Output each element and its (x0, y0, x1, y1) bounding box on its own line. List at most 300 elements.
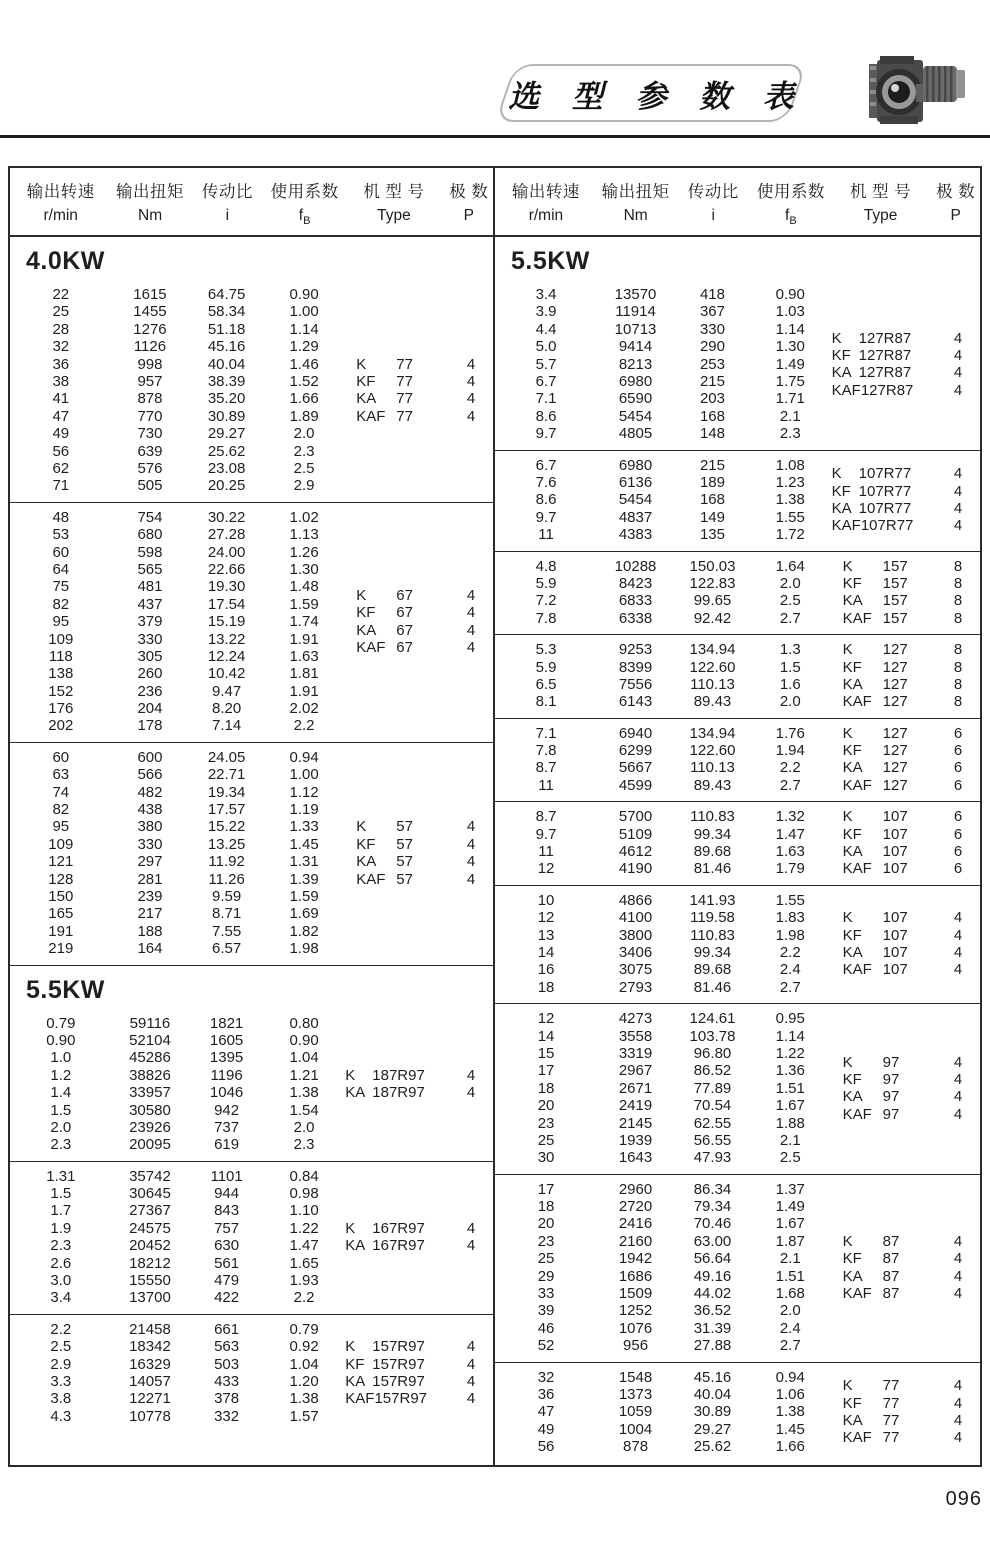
pole-count: 4 (466, 1219, 476, 1237)
value-cell: 0.90 (775, 286, 805, 304)
pole-count: 8 (953, 693, 963, 711)
table-row (495, 759, 830, 776)
value-cell: 89.43 (693, 776, 732, 794)
value-cell: 2.4 (779, 1319, 801, 1337)
table-row (10, 1136, 343, 1153)
value-cell: 134.94 (689, 641, 736, 659)
value-cell: 36.52 (693, 1302, 732, 1320)
value-cell: 24.00 (207, 543, 246, 561)
table-row (10, 665, 343, 682)
value-cell: 479 (214, 1272, 240, 1290)
value-cell: 30.89 (693, 1403, 732, 1421)
pole-count: 4 (953, 1377, 963, 1395)
value-cell: 2.4 (779, 961, 801, 979)
value-cell: 60 (52, 543, 70, 561)
value-cell: 22.66 (207, 560, 246, 578)
pole-count: 8 (953, 574, 963, 592)
type-prefix: KA (842, 759, 863, 777)
value-cell: 119.58 (690, 909, 735, 927)
value-cell: 15550 (129, 1272, 171, 1290)
value-cell: 148 (699, 425, 725, 443)
type-entry (343, 604, 493, 621)
pole-count: 4 (953, 961, 963, 979)
value-cell: 7.55 (212, 922, 242, 940)
value-cell: 2.9 (293, 477, 315, 495)
value-cell: 15.19 (207, 613, 246, 631)
table-row (10, 373, 343, 390)
value-cell: 86.52 (693, 1062, 732, 1080)
pole-count: 4 (953, 909, 963, 927)
value-cell: 1509 (618, 1285, 653, 1303)
value-cell: 63 (52, 766, 70, 784)
value-cell: 29.27 (693, 1420, 732, 1438)
value-cell: 6980 (618, 373, 653, 391)
data-block (495, 1362, 980, 1463)
pole-count: 8 (953, 609, 963, 627)
table-row (495, 1062, 830, 1079)
value-cell: 1252 (618, 1302, 653, 1320)
value-cell: 51.18 (207, 320, 246, 338)
type-entry (830, 500, 980, 517)
value-cell: 1.14 (775, 1027, 805, 1045)
value-cell: 576 (137, 460, 163, 477)
value-cell: 1.0 (50, 1049, 72, 1067)
column-headers (495, 168, 980, 237)
table-row (495, 303, 830, 320)
type-entry (830, 759, 980, 776)
type-entry (343, 1220, 493, 1237)
value-cell: 1.5 (50, 1101, 72, 1119)
value-cell: 10778 (129, 1407, 171, 1425)
type-entry (830, 927, 980, 944)
type-model: 77 (882, 1394, 900, 1412)
header-unit: Nm (138, 207, 163, 224)
type-entry (343, 587, 493, 604)
type-model: 127 (882, 759, 908, 777)
value-cell: 0.95 (775, 1010, 805, 1028)
table-row (495, 1337, 830, 1354)
value-cell: 9.7 (535, 825, 557, 843)
value-cell: 1.98 (775, 926, 805, 944)
value-cell: 3406 (618, 943, 653, 961)
type-prefix: KAF (345, 1390, 375, 1408)
pole-count: 4 (466, 818, 476, 836)
type-entry (343, 818, 493, 835)
value-cell: 141.93 (689, 891, 736, 909)
value-cell: 202 (48, 717, 74, 735)
value-cell: 1.71 (775, 390, 805, 408)
type-prefix: K (842, 557, 853, 575)
value-cell: 31.39 (693, 1319, 732, 1337)
value-cell: 1.21 (289, 1066, 319, 1084)
value-cell: 99.65 (693, 592, 732, 610)
pole-count: 8 (953, 557, 963, 575)
data-rows (495, 1010, 830, 1167)
type-prefix: KAF (842, 961, 872, 979)
pole-count: 4 (466, 1355, 476, 1373)
value-cell: 56 (52, 442, 70, 460)
value-cell: 2.7 (779, 776, 801, 794)
value-cell: 1076 (618, 1319, 653, 1337)
value-cell: 4612 (618, 843, 653, 861)
value-cell: 1.55 (775, 508, 805, 526)
value-cell: 2.7 (779, 978, 801, 996)
pole-count: 8 (953, 641, 963, 659)
type-entry (830, 517, 980, 534)
value-cell: 1.63 (289, 647, 319, 665)
value-cell: 1.57 (289, 1407, 319, 1425)
value-cell: 1.51 (775, 1267, 805, 1285)
type-prefix: KF (345, 1355, 365, 1373)
type-model: 127 (882, 724, 908, 742)
table-row (495, 1421, 830, 1438)
data-block (10, 502, 493, 742)
value-cell: 18212 (129, 1254, 171, 1272)
header-label: 传动比 (687, 183, 739, 201)
table-row (10, 836, 343, 853)
value-cell: 12 (537, 909, 555, 927)
value-cell: 2419 (618, 1097, 653, 1115)
value-cell: 203 (699, 390, 725, 408)
value-cell: 29 (537, 1267, 555, 1285)
type-prefix: KA (842, 675, 863, 693)
value-cell: 56.64 (693, 1250, 732, 1268)
type-model: 87 (882, 1250, 900, 1268)
value-cell: 1.38 (289, 1390, 319, 1408)
pole-count: 8 (953, 658, 963, 676)
value-cell: 1.00 (289, 766, 319, 784)
power-heading: 5.5KW (10, 965, 493, 1009)
value-cell: 6136 (618, 474, 653, 491)
value-cell: 152 (48, 682, 74, 700)
value-cell: 598 (137, 543, 163, 561)
value-cell: 236 (137, 682, 163, 700)
table-row (495, 1115, 830, 1132)
pole-count: 4 (466, 639, 476, 657)
data-block (495, 450, 980, 551)
header-unit: i (225, 207, 230, 224)
value-cell: 1942 (618, 1250, 653, 1268)
pole-count: 6 (953, 808, 963, 826)
type-prefix: KA (345, 1084, 366, 1102)
table-row (10, 286, 343, 303)
type-model: 157R97 (372, 1355, 425, 1373)
value-cell: 1.13 (289, 526, 319, 544)
pole-count: 4 (953, 364, 963, 382)
value-cell: 330 (699, 320, 725, 338)
value-cell: 1.72 (775, 526, 805, 544)
value-cell: 1.30 (775, 338, 805, 356)
type-prefix: KAF (842, 1429, 872, 1447)
table-row (495, 1198, 830, 1215)
type-prefix: KA (842, 943, 863, 961)
type-model: 97 (882, 1071, 900, 1089)
value-cell: 3.0 (50, 1272, 72, 1290)
value-cell: 0.79 (289, 1320, 319, 1338)
type-entry (830, 483, 980, 500)
type-prefix: KAF (831, 381, 861, 399)
type-entry (343, 356, 493, 373)
pole-count: 4 (466, 870, 476, 888)
value-cell: 2.1 (779, 1250, 801, 1268)
type-entry (830, 944, 980, 961)
value-cell: 20.25 (207, 477, 246, 495)
pole-count: 4 (953, 1429, 963, 1447)
value-cell: 17 (537, 1062, 555, 1080)
data-rows (10, 749, 343, 958)
value-cell: 1.22 (775, 1044, 805, 1062)
value-cell: 1.48 (289, 578, 319, 596)
value-cell: 3.3 (50, 1372, 72, 1390)
table-row (495, 1250, 830, 1267)
value-cell: 2.2 (50, 1320, 72, 1338)
type-prefix: KF (842, 1250, 862, 1268)
value-cell: 165 (48, 905, 74, 923)
value-cell: 1.04 (289, 1355, 319, 1373)
value-cell: 0.79 (46, 1014, 76, 1032)
value-cell: 1.08 (775, 456, 805, 474)
value-cell: 639 (137, 442, 163, 460)
type-entry (830, 1377, 980, 1394)
value-cell: 99.34 (693, 825, 732, 843)
type-entry (830, 1250, 980, 1267)
type-model: 107 (882, 961, 908, 979)
table-row (495, 1080, 830, 1097)
value-cell: 64.75 (207, 286, 246, 304)
type-prefix: KF (831, 482, 851, 500)
pole-count: 6 (953, 759, 963, 777)
value-cell: 1.33 (289, 818, 319, 836)
value-cell: 79.34 (693, 1198, 732, 1216)
table-row (495, 725, 830, 742)
table-row (10, 940, 343, 957)
value-cell: 2.02 (289, 700, 319, 718)
value-cell: 2.1 (779, 407, 801, 425)
type-entry (830, 610, 980, 627)
value-cell: 109 (48, 835, 74, 853)
value-cell: 6338 (618, 609, 653, 627)
value-cell: 11 (538, 843, 554, 861)
value-cell: 1.64 (775, 557, 805, 575)
type-prefix: K (345, 1219, 356, 1237)
value-cell: 5109 (618, 825, 653, 843)
value-cell: 29.27 (207, 425, 246, 443)
pole-count: 8 (953, 675, 963, 693)
value-cell: 379 (137, 613, 163, 631)
table-row (495, 1268, 830, 1285)
value-cell: 36 (52, 355, 70, 373)
value-cell: 6.7 (535, 373, 557, 391)
value-cell: 0.90 (289, 1031, 319, 1049)
table-row (10, 923, 343, 940)
value-cell: 4805 (618, 425, 653, 443)
value-cell: 5.7 (535, 355, 557, 373)
value-cell: 7.1 (535, 390, 557, 408)
value-cell: 754 (137, 508, 163, 526)
value-cell: 6833 (618, 592, 653, 610)
value-cell: 110.83 (690, 808, 735, 826)
type-entry (830, 693, 980, 710)
value-cell: 24575 (129, 1219, 171, 1237)
table-row (495, 742, 830, 759)
type-prefix: K (356, 818, 367, 836)
table-row (495, 961, 830, 978)
pole-count: 6 (953, 742, 963, 760)
header-label: 输出转速 (26, 183, 95, 201)
value-cell: 5667 (618, 759, 653, 777)
table-row (495, 1403, 830, 1420)
left-table (10, 168, 495, 1465)
table-row (495, 373, 830, 390)
value-cell: 122.60 (689, 658, 736, 676)
value-cell: 7.1 (535, 724, 557, 742)
table-row (10, 526, 343, 543)
type-entry (343, 373, 493, 390)
value-cell: 1.7 (50, 1202, 72, 1220)
value-cell: 48 (52, 508, 70, 526)
value-cell: 215 (699, 456, 725, 474)
type-model: 67 (396, 621, 413, 639)
value-cell: 438 (137, 801, 163, 819)
value-cell: 2.5 (293, 460, 315, 477)
value-cell: 1.83 (775, 909, 805, 927)
value-cell: 1.91 (289, 630, 319, 648)
type-list (830, 558, 980, 628)
table-row (10, 1408, 343, 1425)
value-cell: 1004 (618, 1420, 653, 1438)
header-unit: $f_B$ (298, 207, 311, 228)
value-cell: 5.9 (535, 658, 557, 676)
value-cell: 3.4 (50, 1289, 72, 1307)
value-cell: 437 (137, 595, 163, 613)
pole-count: 4 (953, 943, 963, 961)
value-cell: 503 (214, 1355, 240, 1373)
pole-count: 4 (953, 329, 963, 347)
value-cell: 1.46 (289, 355, 319, 373)
value-cell: 2.2 (293, 717, 315, 735)
value-cell: 8213 (618, 355, 653, 373)
value-cell: 25 (537, 1250, 555, 1268)
value-cell: 1046 (209, 1084, 244, 1102)
type-prefix: KF (842, 658, 862, 676)
type-model: 127 (882, 675, 908, 693)
value-cell: 8399 (618, 658, 653, 676)
table-row (10, 544, 343, 561)
value-cell: 1.22 (289, 1219, 319, 1237)
value-cell: 2145 (618, 1114, 653, 1132)
value-cell: 260 (137, 665, 163, 683)
value-cell: 6.5 (535, 675, 557, 693)
type-entry (830, 641, 980, 658)
table-row (10, 578, 343, 595)
value-cell: 45.16 (207, 338, 246, 356)
table-row (10, 700, 343, 717)
table-row (495, 1045, 830, 1062)
type-model: 67 (396, 604, 413, 622)
value-cell: 122.60 (689, 742, 736, 760)
value-cell: 1821 (209, 1014, 244, 1032)
value-cell: 188 (137, 922, 163, 940)
value-cell: 2.6 (50, 1254, 72, 1272)
type-entry (830, 1106, 980, 1123)
type-prefix: KAF (842, 609, 872, 627)
value-cell: 58.34 (207, 303, 246, 321)
value-cell: 2967 (618, 1062, 653, 1080)
value-cell: 1548 (618, 1368, 653, 1386)
type-prefix: KA (842, 1412, 863, 1430)
data-block (495, 551, 980, 635)
type-model: 157R97 (372, 1372, 425, 1390)
value-cell: 2160 (618, 1232, 653, 1250)
type-entry (830, 843, 980, 860)
data-rows (10, 1015, 343, 1154)
type-prefix: KF (842, 825, 862, 843)
type-model: 127 (882, 776, 908, 794)
value-cell: 40.04 (207, 355, 246, 373)
value-cell: 8.6 (535, 407, 557, 425)
type-entry (830, 659, 980, 676)
type-prefix: KAF (842, 860, 872, 878)
value-cell: 2671 (618, 1079, 653, 1097)
value-cell: 757 (214, 1219, 240, 1237)
value-cell: 7.6 (535, 474, 557, 491)
value-cell: 1.06 (775, 1385, 805, 1403)
value-cell: 1.30 (289, 560, 319, 578)
pole-count: 6 (953, 825, 963, 843)
value-cell: 110.13 (690, 675, 735, 693)
value-cell: 64 (52, 560, 70, 578)
value-cell: 36 (537, 1385, 555, 1403)
table-row (10, 1289, 343, 1306)
type-entry (830, 364, 980, 381)
value-cell: 481 (137, 578, 163, 596)
table-row (495, 1285, 830, 1302)
type-entry (830, 1285, 980, 1302)
value-cell: 13.25 (207, 835, 246, 853)
value-cell: 204 (137, 700, 163, 718)
value-cell: 164 (137, 940, 163, 958)
pole-count: 4 (466, 1372, 476, 1390)
value-cell: 22 (52, 286, 70, 304)
value-cell: 1.88 (775, 1114, 805, 1132)
data-block (10, 1009, 493, 1161)
value-cell: 1.52 (289, 373, 319, 391)
type-list (830, 1369, 980, 1456)
value-cell: 25 (537, 1131, 555, 1149)
value-cell: 942 (214, 1101, 240, 1119)
value-cell: 1.54 (289, 1101, 319, 1119)
value-cell: 2.9 (50, 1355, 72, 1373)
table-row (495, 826, 830, 843)
data-rows (495, 558, 830, 628)
value-cell: 1.23 (775, 474, 805, 491)
table-row (495, 1132, 830, 1149)
type-list (830, 457, 980, 544)
value-cell: 89.43 (693, 693, 732, 711)
type-model: 57 (396, 853, 413, 871)
value-cell: 44.02 (693, 1285, 732, 1303)
table-row (495, 1028, 830, 1045)
type-prefix: K (842, 1053, 853, 1071)
pole-count: 4 (466, 1084, 476, 1102)
value-cell: 18 (537, 1198, 555, 1216)
table-row (10, 1067, 343, 1084)
value-cell: 22.71 (207, 766, 246, 784)
value-cell: 95 (52, 818, 70, 836)
type-list (830, 1181, 980, 1355)
value-cell: 11.26 (208, 870, 245, 888)
value-cell: 16329 (129, 1355, 171, 1373)
